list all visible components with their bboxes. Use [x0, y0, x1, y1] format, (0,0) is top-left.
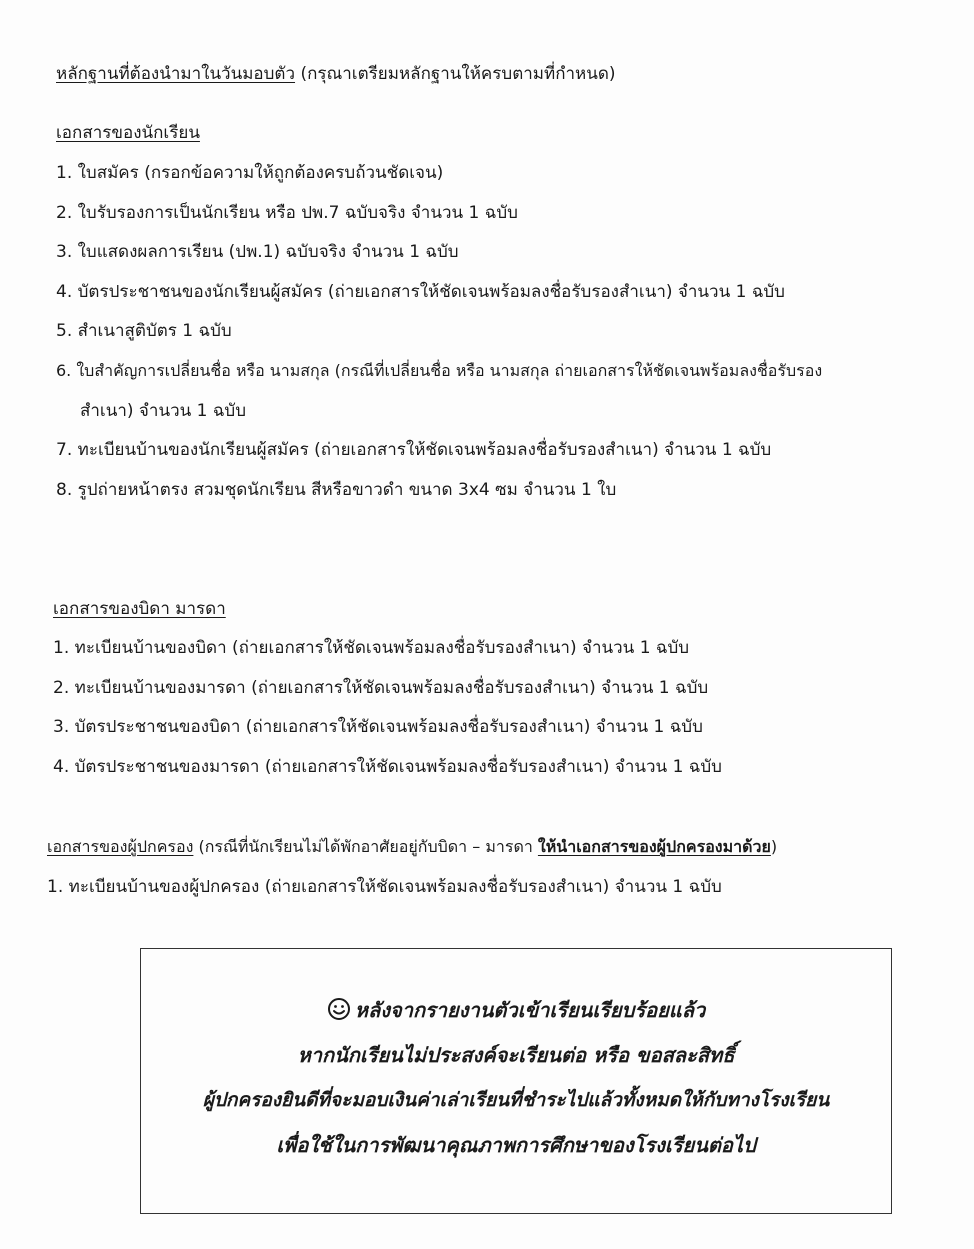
guardian-docs-heading: เอกสารของผู้ปกครอง: [47, 837, 194, 856]
parent-doc-item: 3. บัตรประชาชนของบิดา (ถ่ายเอกสารให้ชัดเจนพร้อมลงชื่อรับรองสำเนา) จำนวน 1 ฉบับ: [53, 717, 703, 737]
student-doc-item: 8. รูปถ่ายหน้าตรง สวมชุดนักเรียน สีหรือขาวดำ ขนาด 3x4 ซม จำนวน 1 ใบ: [56, 480, 617, 500]
guardian-docs-heading-row: [47, 835, 777, 859]
parent-doc-item: 1. ทะเบียนบ้านของบิดา (ถ่ายเอกสารให้ชัดเจนพร้อมลงชื่อรับรองสำเนา) จำนวน 1 ฉบับ: [53, 638, 690, 658]
notice-box: [140, 948, 892, 1214]
notice-line-text: หลังจากรายงานตัวเข้าเรียนเรียบร้อยแล้ว: [354, 998, 706, 1022]
parent-doc-item: 4. บัตรประชาชนของมารดา (ถ่ายเอกสารให้ชัดเจนพร้อมลงชื่อรับรองสำเนา) จำนวน 1 ฉบับ: [53, 757, 722, 777]
page-title-note: (กรุณาเตรียมหลักฐานให้ครบตามที่กำหนด): [300, 64, 616, 84]
student-doc-item: 2. ใบรับรองการเป็นนักเรียน หรือ ปพ.7 ฉบับจริง จำนวน 1 ฉบับ: [56, 203, 518, 223]
student-doc-item: 5. สำเนาสูติบัตร 1 ฉบับ: [56, 321, 232, 341]
notice-line: ผู้ปกครองยินดีที่จะมอบเงินค่าเล่าเรียนที่ชำระไปแล้วทั้งหมดให้กับทางโรงเรียน: [202, 1089, 830, 1111]
student-doc-item: 1. ใบสมัคร (กรอกข้อความให้ถูกต้องครบถ้วนชัดเจน): [56, 163, 444, 183]
student-doc-item: 7. ทะเบียนบ้านของนักเรียนผู้สมัคร (ถ่ายเอกสารให้ชัดเจนพร้อมลงชื่อรับรองสำเนา) จำนวน 1 ฉบับ: [56, 440, 772, 460]
student-docs-heading: เอกสารของนักเรียน: [56, 123, 200, 143]
student-doc-item: 3. ใบแสดงผลการเรียน (ปพ.1) ฉบับจริง จำนวน 1 ฉบับ: [56, 242, 459, 262]
notice-line: [141, 995, 891, 1025]
guardian-docs-emphasis: ให้นำเอกสารของผู้ปกครองมาด้วย: [537, 837, 771, 856]
notice-line: เพื่อใช้ในการพัฒนาคุณภาพการศึกษาของโรงเรียนต่อไป: [276, 1133, 756, 1157]
page-title: หลักฐานที่ต้องนำมาในวันมอบตัว: [56, 64, 296, 84]
notice-line: หากนักเรียนไม่ประสงค์จะเรียนต่อ หรือ ขอสละสิทธิ์: [297, 1043, 735, 1067]
guardian-docs-close: ): [770, 837, 778, 856]
smiley-icon: [327, 997, 351, 1021]
guardian-doc-item: 1. ทะเบียนบ้านของผู้ปกครอง (ถ่ายเอกสารให้ชัดเจนพร้อมลงชื่อรับรองสำเนา) จำนวน 1 ฉบับ: [47, 877, 722, 897]
guardian-docs-note: (กรณีที่นักเรียนไม่ได้พักอาศัยอยู่กับบิดา – มารดา: [193, 837, 538, 856]
student-doc-item-continued: สำเนา) จำนวน 1 ฉบับ: [80, 401, 247, 421]
parent-doc-item: 2. ทะเบียนบ้านของมารดา (ถ่ายเอกสารให้ชัดเจนพร้อมลงชื่อรับรองสำเนา) จำนวน 1 ฉบับ: [53, 678, 709, 698]
student-doc-item: 4. บัตรประชาชนของนักเรียนผู้สมัคร (ถ่ายเอกสารให้ชัดเจนพร้อมลงชื่อรับรองสำเนา) จำนวน 1 ฉบับ: [56, 282, 785, 302]
student-doc-item: 6. ใบสำคัญการเปลี่ยนชื่อ หรือ นามสกุล (กรณีที่เปลี่ยนชื่อ หรือ นามสกุล ถ่ายเอกสารให้ชัดเจนพร้อมลงชื่อรับรอง: [56, 361, 823, 380]
page-header: [56, 62, 616, 86]
parent-docs-heading: เอกสารของบิดา มารดา: [53, 599, 226, 619]
